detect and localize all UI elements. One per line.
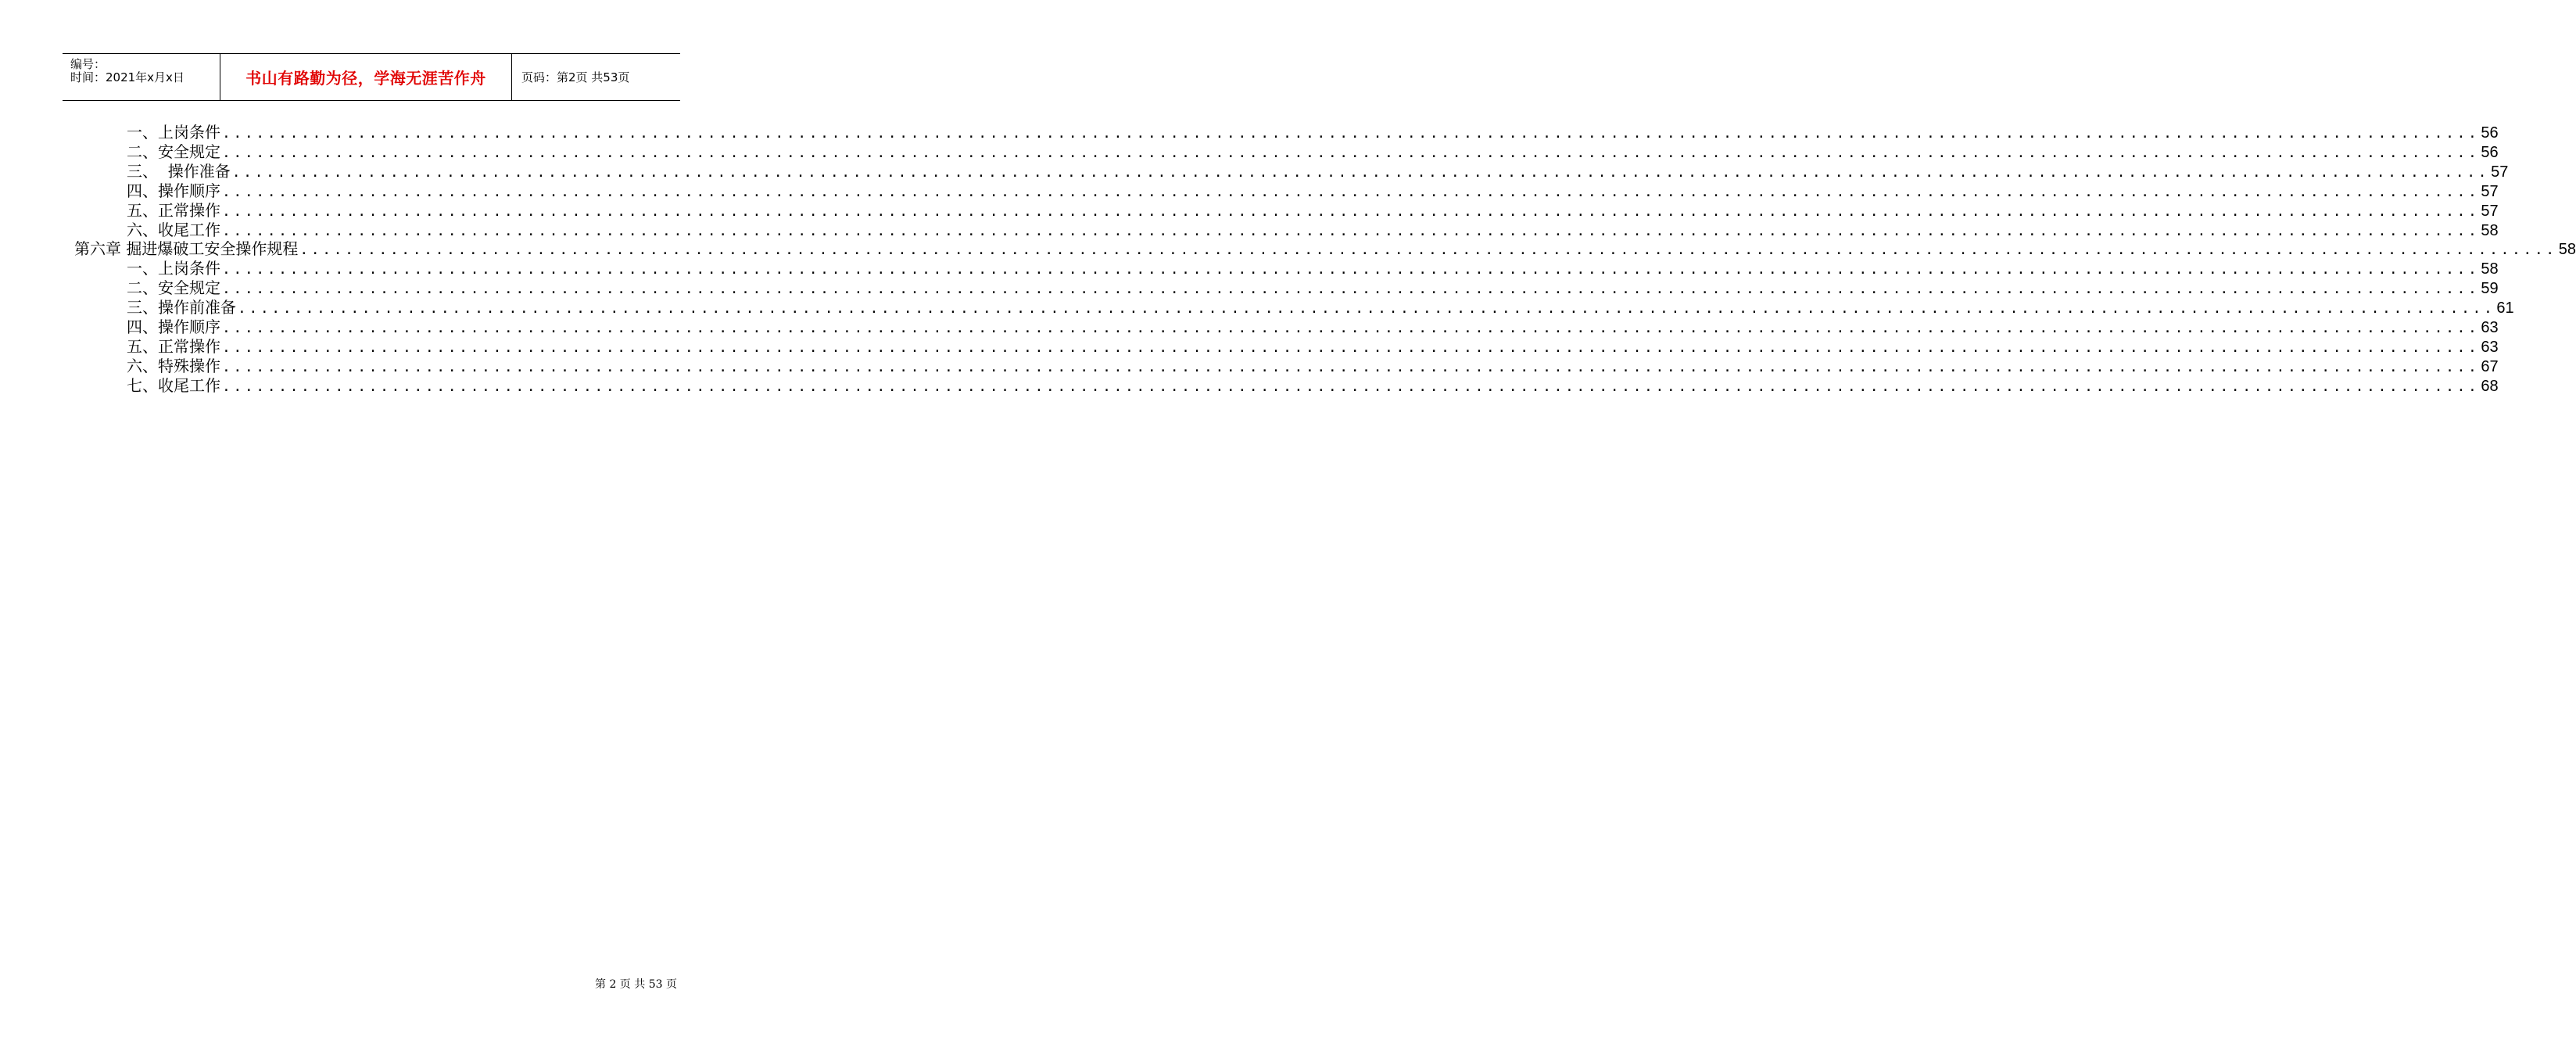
header-page-info: 页码：第2页 共53页 [521, 70, 630, 84]
toc-entry[interactable] [127, 353, 2499, 375]
toc-dot-leader: ........................................................................................................................................................................................................ [231, 163, 2490, 181]
toc-entry-title: 三、操作前准备 [127, 298, 236, 317]
toc-entry[interactable] [127, 256, 2499, 278]
toc-entry-page: 57 [2491, 163, 2509, 181]
toc-entry-title: 第六章 掘进爆破工安全操作规程 [74, 239, 299, 259]
toc-dot-leader: ........................................................................................................................................................................................................ [222, 183, 2480, 200]
toc-entry-title: 二、安全规定 [127, 278, 220, 298]
toc-dot-leader: ........................................................................................................................................................................................................ [299, 242, 2557, 259]
toc-entry-page: 63 [2481, 319, 2499, 336]
page-header [63, 53, 680, 101]
toc-entry-title: 一、上岗条件 [127, 259, 220, 278]
toc-entry[interactable] [127, 198, 2499, 220]
toc-dot-leader: ........................................................................................................................................................................................................ [222, 125, 2480, 142]
toc-entry-page: 67 [2481, 357, 2499, 375]
toc-entry-page: 57 [2481, 202, 2499, 220]
toc-entry-page: 68 [2481, 377, 2499, 395]
toc-entry-title: 一、上岗条件 [127, 123, 220, 142]
toc-dot-leader: ........................................................................................................................................................................................................ [222, 281, 2480, 298]
toc-dot-leader: ........................................................................................................................................................................................................ [222, 358, 2480, 375]
toc-entry-title: 四、操作顺序 [127, 181, 220, 200]
toc-entry[interactable] [127, 217, 2499, 239]
header-left-cell [63, 54, 220, 100]
toc-dot-leader: ........................................................................................................................................................................................................ [222, 261, 2480, 278]
header-motto: 书山有路勤为径，学海无涯苦作舟 [245, 69, 486, 88]
toc-entry[interactable] [127, 275, 2499, 298]
toc-entry-title: 六、收尾工作 [127, 220, 220, 239]
header-right-cell [512, 54, 680, 100]
toc-dot-leader: ........................................................................................................................................................................................................ [222, 320, 2480, 336]
document-number-label: 编号： [70, 57, 106, 71]
toc-dot-leader: ........................................................................................................................................................................................................ [238, 300, 2495, 317]
toc-dot-leader: ........................................................................................................................................................................................................ [222, 203, 2480, 220]
toc-dot-leader: ........................................................................................................................................................................................................ [222, 339, 2480, 356]
toc-entry-title: 五、正常操作 [127, 336, 220, 356]
toc-entry[interactable] [127, 159, 2509, 181]
page-footer: 第 2 页 共 53 页 [595, 978, 677, 991]
document-time-label: 时间：2021年x月x日 [70, 70, 185, 84]
toc-entry-title: 五、正常操作 [127, 200, 220, 220]
toc-entry-page: 56 [2481, 143, 2499, 161]
toc-entry-page: 57 [2481, 182, 2499, 200]
toc-entry-page: 56 [2481, 124, 2499, 142]
toc-entry-title: 七、收尾工作 [127, 375, 220, 395]
toc-dot-leader: ........................................................................................................................................................................................................ [222, 144, 2480, 161]
toc-entry-title: 六、特殊操作 [127, 356, 220, 375]
toc-dot-leader: ........................................................................................................................................................................................................ [222, 378, 2480, 395]
toc-entry-title: 二、安全规定 [127, 142, 220, 161]
toc-entry[interactable] [127, 314, 2499, 336]
toc-entry-page: 61 [2496, 300, 2514, 317]
toc-entry-page: 63 [2481, 338, 2499, 356]
toc-entry-page: 58 [2481, 221, 2499, 239]
toc-entry-title: 四、操作顺序 [127, 317, 220, 336]
toc-entry-page: 58 [2481, 260, 2499, 278]
toc-entry[interactable] [127, 334, 2499, 356]
toc-dot-leader: ........................................................................................................................................................................................................ [222, 222, 2480, 239]
toc-entry-title: 三、 操作准备 [127, 161, 231, 181]
toc-entry[interactable] [74, 236, 2576, 259]
toc-entry[interactable] [127, 120, 2499, 142]
header-center-cell [220, 54, 512, 100]
toc-entry[interactable] [127, 178, 2499, 200]
toc-entry[interactable] [127, 139, 2499, 161]
toc-entry[interactable] [127, 295, 2514, 317]
toc-entry-page: 59 [2481, 280, 2499, 298]
toc-entry[interactable] [127, 373, 2499, 395]
toc-entry-page: 58 [2558, 241, 2576, 259]
